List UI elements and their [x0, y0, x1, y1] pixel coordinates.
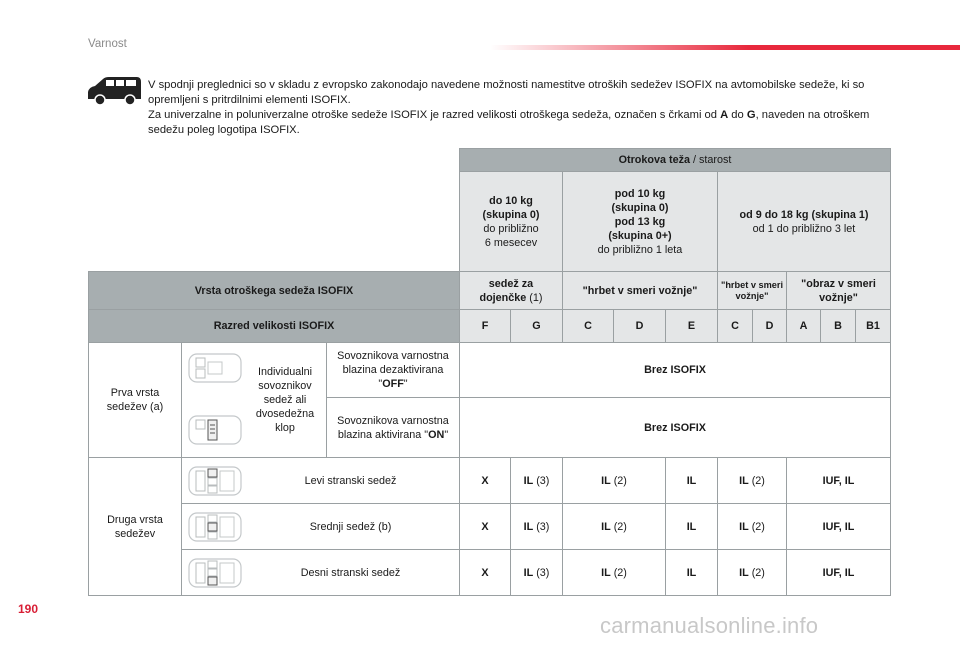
value-cell: IUF, IL [786, 503, 891, 550]
weight-header: Otrokova teža / starost [459, 148, 891, 172]
size-label: Razred velikosti ISOFIX [88, 309, 460, 343]
airbag-on-cell: Sovoznikova varnostna blazina aktivirana "ON" [326, 397, 460, 458]
value-cell: IL (2) [717, 503, 787, 550]
intro-text [148, 78, 908, 138]
intro-paragraph-1: V spodnji preglednici so v skladu z evropsko zakonodajo navedene možnosti namestitve otroških sedežev ISOFIX na avtomobilske sedeže, ki so opremljeni s pritrdilnimi elementi ISOFIX. [148, 79, 865, 106]
second-row-seat: Levi stranski sedež [181, 457, 460, 504]
row-second-label: Druga vrsta sedežev [88, 457, 182, 596]
row-front-seat: Individualni sovoznikov sedež ali dvosedežna klop [181, 342, 327, 458]
group-2-header: pod 10 kg (skupina 0) pod 13 kg (skupina 0+) do približno 1 leta [562, 171, 718, 272]
size-class: A [786, 309, 821, 343]
second-row-seat: Desni stranski sedež [181, 549, 460, 596]
size-class: C [717, 309, 753, 343]
value-cell: IL (2) [717, 457, 787, 504]
size-class: E [665, 309, 718, 343]
value-cell: X [459, 457, 511, 504]
isofix-table [88, 148, 891, 596]
value-cell: IL (2) [717, 549, 787, 596]
group-1-header: do 10 kg (skupina 0) do približno 6 mesecev [459, 171, 563, 272]
value-cell: IL (3) [510, 503, 563, 550]
second-row-seat: Srednji sedež (b) [181, 503, 460, 550]
no-isofix-cell: Brez ISOFIX [459, 342, 891, 398]
value-cell: IUF, IL [786, 549, 891, 596]
type-carrycot: sedež za dojenčke (1) [459, 271, 563, 310]
size-class: G [510, 309, 563, 343]
type-rear-facing-1: "hrbet v smeri vožnje" [562, 271, 718, 310]
no-isofix-cell: Brez ISOFIX [459, 397, 891, 458]
value-cell: IL (3) [510, 549, 563, 596]
seat-diagram-icon [188, 415, 242, 445]
seat-diagram-icon [188, 558, 242, 588]
section-title: Varnost [88, 38, 127, 50]
type-label: Vrsta otroškega sedeža ISOFIX [88, 271, 460, 310]
header-accent-line [490, 45, 960, 50]
size-class: C [562, 309, 614, 343]
value-cell: IL [665, 457, 718, 504]
airbag-off-cell: Sovoznikova varnostna blazina dezaktivirana "OFF" [326, 342, 460, 398]
value-cell: IL (2) [562, 503, 666, 550]
vehicle-icon [85, 75, 143, 107]
size-class: D [613, 309, 666, 343]
type-rear-facing-2: "hrbet v smeri vožnje" [717, 271, 787, 310]
value-cell: IUF, IL [786, 457, 891, 504]
page-number: 190 [18, 602, 39, 616]
seat-diagram-icon [188, 512, 242, 542]
type-forward-facing: "obraz v smeri vožnje" [786, 271, 891, 310]
intro-paragraph-2: Za univerzalne in poluniverzalne otroške sedeže ISOFIX je razred velikosti otroškega sedeža, označen s črkami od A do G, naveden na otroškem sedežu poleg logotipa ISOFIX. [148, 109, 870, 136]
row-front-label: Prva vrsta sedežev (a) [88, 342, 182, 458]
seat-diagram-icon [188, 353, 242, 383]
value-cell: X [459, 549, 511, 596]
seat-diagram-icon [188, 466, 242, 496]
value-cell: IL [665, 549, 718, 596]
value-cell: IL (3) [510, 457, 563, 504]
watermark: carmanualsonline.info [600, 613, 819, 638]
size-class: F [459, 309, 511, 343]
size-class: B [820, 309, 856, 343]
size-class: B1 [855, 309, 891, 343]
value-cell: IL [665, 503, 718, 550]
value-cell: X [459, 503, 511, 550]
value-cell: IL (2) [562, 549, 666, 596]
value-cell: IL (2) [562, 457, 666, 504]
group-3-header: od 9 do 18 kg (skupina 1) od 1 do približno 3 let [717, 171, 891, 272]
size-class: D [752, 309, 787, 343]
